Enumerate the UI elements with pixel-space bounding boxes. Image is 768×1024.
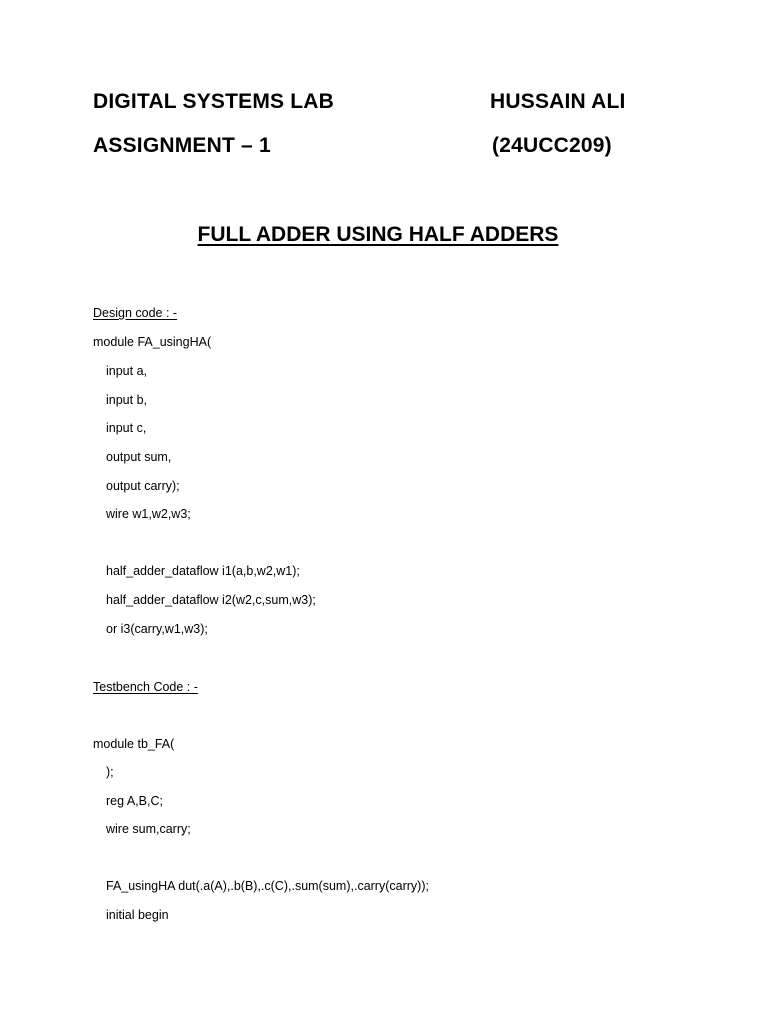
- code-line: module tb_FA(: [93, 737, 175, 751]
- lab-title: DIGITAL SYSTEMS LAB: [93, 90, 335, 113]
- code-line: input c,: [106, 421, 147, 435]
- code-line: or i3(carry,w1,w3);: [106, 622, 208, 636]
- code-line: wire sum,carry;: [106, 822, 191, 836]
- code-line: module FA_usingHA(: [93, 335, 212, 349]
- code-line: reg A,B,C;: [106, 794, 163, 808]
- code-line: output sum,: [106, 450, 172, 464]
- assignment-number: ASSIGNMENT – 1: [93, 134, 271, 157]
- student-id: (24UCC209): [492, 134, 612, 157]
- code-line: output carry);: [106, 479, 180, 493]
- code-line: input a,: [106, 364, 148, 378]
- code-line: half_adder_dataflow i2(w2,c,sum,w3);: [106, 593, 316, 607]
- code-line: half_adder_dataflow i1(a,b,w2,w1);: [106, 564, 300, 578]
- code-line: wire w1,w2,w3;: [106, 507, 191, 521]
- student-name: HUSSAIN ALI: [490, 90, 626, 113]
- design-code-heading: Design code : -: [93, 306, 178, 320]
- code-line: initial begin: [106, 908, 169, 922]
- testbench-code-heading: Testbench Code : -: [93, 680, 198, 694]
- code-line: input b,: [106, 393, 148, 407]
- code-line: );: [106, 765, 114, 779]
- code-line: FA_usingHA dut(.a(A),.b(B),.c(C),.sum(sum),.carry(carry));: [106, 879, 429, 893]
- document-title: FULL ADDER USING HALF ADDERS: [197, 223, 559, 246]
